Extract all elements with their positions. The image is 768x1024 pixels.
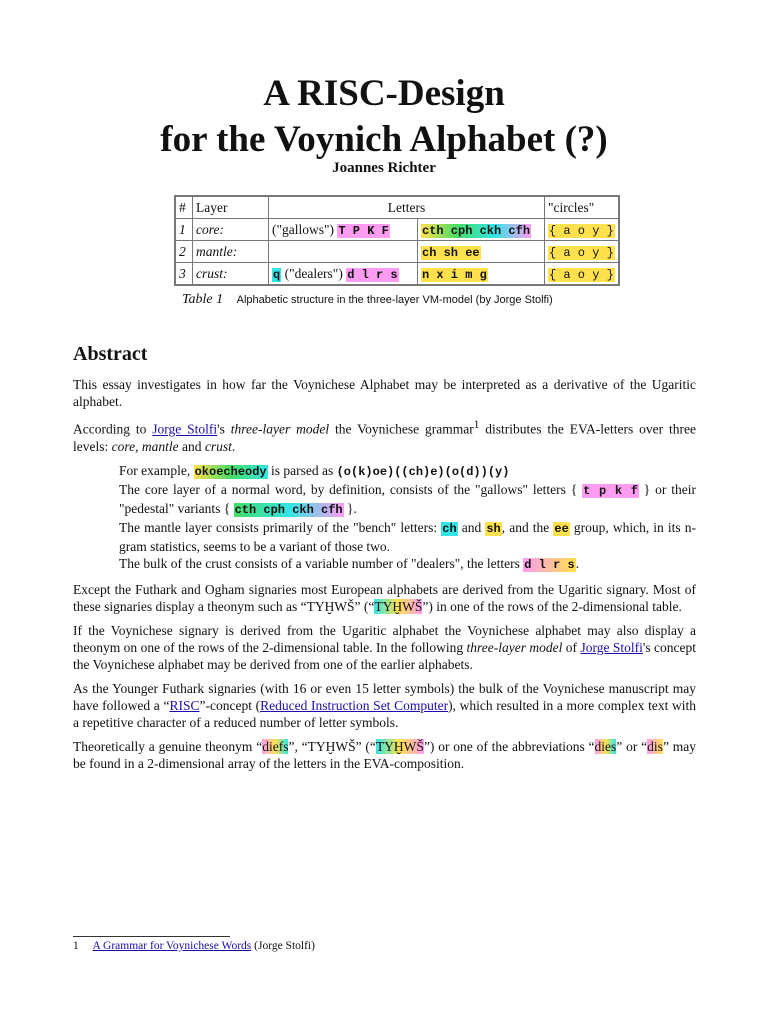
layer-name: mantle: — [193, 241, 269, 263]
row-number: 1 — [175, 219, 193, 241]
text: ” may be found in a 2-dimensional array of the letters in the EVA-composition. — [73, 738, 696, 771]
text: . — [575, 555, 580, 571]
q-letter: q — [273, 267, 281, 282]
letters-cell — [418, 241, 545, 263]
link-risc[interactable]: RISC — [169, 697, 200, 713]
group-label: ("gallows") — [272, 221, 335, 237]
bench-ch: ch — [442, 521, 457, 536]
gallows-letters: T P K F — [338, 223, 389, 238]
example-line — [119, 555, 696, 574]
text: group, which, in its n-gram statistics, seems to be a variant of those two. — [119, 519, 696, 554]
example-line — [119, 481, 696, 519]
text: core, mantle — [111, 438, 179, 454]
text: For example, — [119, 462, 194, 478]
text: . — [231, 438, 236, 454]
footnote-ref[interactable]: 1 — [473, 419, 480, 431]
row-number: 3 — [175, 263, 193, 286]
text: ” or “ — [616, 738, 648, 754]
text: three-layer model — [466, 639, 563, 655]
pedestal-letters: cth cph ckh cfh — [422, 223, 531, 238]
paragraph-6 — [73, 738, 696, 772]
circle-letters: { a o y } — [549, 223, 614, 238]
text: the Voynichese grammar — [329, 421, 474, 437]
gallows-letters: t p k f — [583, 483, 638, 498]
text: } or their "pedestal" variants { — [119, 481, 696, 516]
table-header-cell: # — [175, 196, 193, 219]
pedestal-letters: cth cph ckh cfh — [234, 502, 343, 517]
theonym-highlight: TYḪWŠ — [374, 598, 423, 614]
link-jorge-stolfi[interactable]: Jorge Stolfi — [580, 639, 643, 655]
paragraph-4 — [73, 622, 696, 673]
text: The core layer of a normal word, by definition, consists of the "gallows" letters { — [119, 481, 583, 497]
text: distributes the EVA-letters over three levels: — [73, 421, 697, 454]
paragraph-3 — [73, 581, 696, 615]
text: The bulk of the crust consists of a variable number of "dealers", the letters — [119, 555, 524, 571]
text: The mantle layer consists primarily of the "bench" letters: — [119, 519, 442, 535]
example-line — [119, 519, 696, 555]
caption-text: Alphabetic structure in the three-layer VM-model (by Jorge Stolfi) — [236, 294, 553, 306]
letters-cell — [269, 241, 418, 263]
link-grammar-for-voynichese-words[interactable]: A Grammar for Voynichese Words — [92, 940, 252, 952]
ee-group: ee — [554, 521, 569, 536]
title-line-2: for the Voynich Alphabet (?) — [160, 119, 608, 160]
example-block — [119, 462, 696, 574]
table-header-row — [175, 196, 619, 219]
text: As the Younger Futhark signaries (with 16 or even 15 letter symbols) the bulk of the Voynichese manuscript may have followed a “ — [73, 680, 696, 713]
text: According to — [73, 421, 153, 437]
circle-letters: { a o y } — [549, 245, 614, 260]
text: Except the Futhark and Ogham signaries most European alphabets are derived from the Ugaritic signary. Most of these signaries display a theonym such as “TYḪWŠ” (“ — [73, 581, 696, 614]
example-line — [119, 462, 696, 481]
layer-name: crust: — [193, 263, 269, 286]
table-header-cell: Letters — [269, 196, 545, 219]
title-line-1: A RISC-Design — [263, 73, 505, 114]
link-jorge-stolfi[interactable]: Jorge Stolfi — [152, 421, 218, 437]
text: is parsed as — [267, 462, 337, 478]
table-row — [175, 241, 619, 263]
layer-name: core: — [193, 219, 269, 241]
footnote-divider — [73, 936, 230, 937]
abstract-heading: Abstract — [73, 343, 148, 365]
circles-cell — [545, 263, 619, 286]
text: ”) or one of the abbreviations “ — [423, 738, 595, 754]
text: crust — [204, 438, 232, 454]
crust-letters: n x i m g — [422, 267, 487, 282]
row-number: 2 — [175, 241, 193, 263]
paragraph-5 — [73, 680, 696, 731]
theonym-highlight: TYḪWŠ — [375, 738, 424, 754]
group-label: ("dealers") — [284, 265, 343, 281]
footnote — [73, 940, 315, 952]
parse-result: (o(k)oe)((ch)e)(o(d))(y) — [336, 464, 510, 479]
bench-letters: ch sh ee — [422, 245, 480, 260]
dealer-letters: d l r s — [524, 557, 575, 572]
text: and — [178, 438, 205, 454]
example-word: okoecheody — [194, 464, 267, 479]
abstract-body — [73, 376, 696, 779]
text: }. — [343, 500, 357, 516]
text: ”, “TYḪWŠ” (“ — [288, 738, 376, 754]
table-header-cell: Layer — [193, 196, 269, 219]
caption-label: Table 1 — [182, 292, 224, 307]
text: (Jorge Stolfi) — [251, 940, 315, 952]
abbrev-highlight: dis — [647, 738, 663, 754]
text: ”) in one of the rows of the 2-dimensional table. — [422, 598, 682, 614]
author: Joannes Richter — [332, 160, 436, 176]
dealer-letters: d l r s — [347, 267, 398, 282]
text: ”-concept ( — [199, 697, 261, 713]
text: 's concept the Voynichese alphabet may be derived from one of the earlier alphabets. — [73, 639, 697, 672]
paragraph-1: This essay investigates in how far the Voynichese Alphabet may be interpreted as a derivative of the Ugaritic alphabet. — [73, 377, 696, 409]
bench-sh: sh — [486, 521, 501, 536]
paragraph-2 — [73, 417, 696, 455]
letters-cell — [418, 219, 545, 241]
text: three-layer model — [230, 421, 330, 437]
text: 's — [217, 421, 231, 437]
footnote-number: 1 — [73, 940, 79, 952]
text: of — [562, 639, 581, 655]
text: , and the — [501, 519, 554, 535]
letters-cell — [269, 219, 418, 241]
text: If the Voynichese signary is derived from the Ugaritic alphabet the Voynichese alphabet may also display a theonym on one of the rows of the 2-dimensional table. In the following — [73, 622, 696, 655]
table-header-cell: "circles" — [545, 196, 619, 219]
circle-letters: { a o y } — [549, 267, 614, 282]
text: and — [457, 519, 486, 535]
letters-table — [174, 195, 620, 286]
abbrev-highlight: dies — [594, 738, 617, 754]
circles-cell — [545, 219, 619, 241]
text: Theoretically a genuine theonym “ — [73, 738, 263, 754]
theonym-highlight: diefs — [262, 738, 289, 754]
link-reduced-instruction-set-computer[interactable]: Reduced Instruction Set Computer — [260, 697, 449, 713]
letters-cell — [269, 263, 418, 286]
table-row — [175, 263, 619, 286]
letters-cell — [418, 263, 545, 286]
circles-cell — [545, 241, 619, 263]
table-caption — [182, 292, 553, 308]
text: ), which resulted in a more complex text with a repetitive character of a reduced number of letter symbols. — [73, 697, 696, 730]
table-row — [175, 219, 619, 241]
